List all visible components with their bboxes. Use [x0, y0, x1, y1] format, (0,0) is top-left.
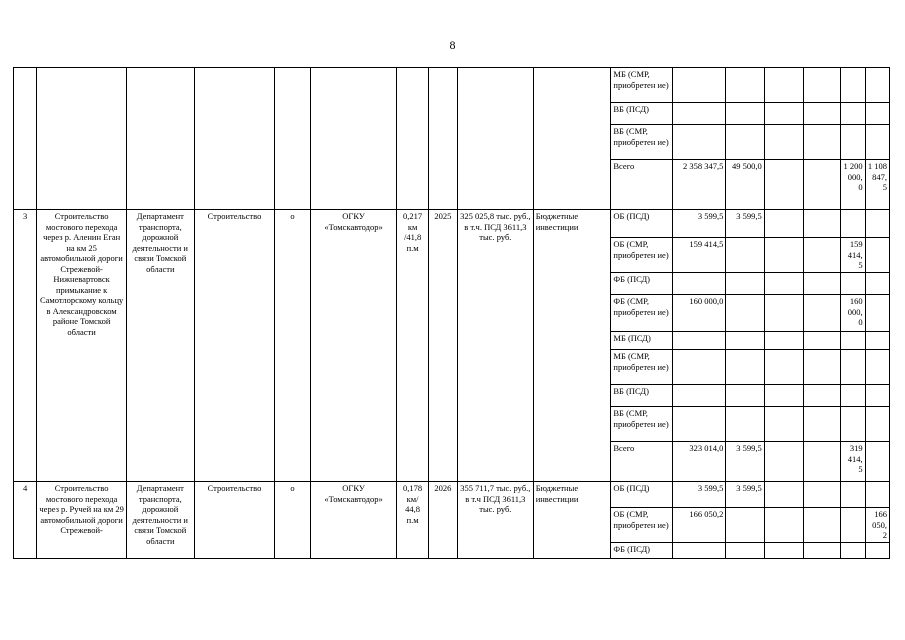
funding-source-cell: МБ (ПСД) [611, 332, 673, 350]
year-amount-cell [764, 160, 803, 210]
year-amount-cell [726, 332, 764, 350]
year-amount-cell [764, 238, 803, 273]
year-amount-cell [764, 543, 803, 559]
year-amount-cell [726, 295, 764, 332]
year-amount-cell [764, 482, 803, 508]
year-amount-cell [764, 385, 803, 407]
year-amount-cell [865, 238, 889, 273]
total-amount-cell: 160 000,0 [672, 295, 725, 332]
total-amount-cell [672, 407, 725, 442]
year-amount-cell: 159 414, 5 [841, 238, 865, 273]
continuation-cell [428, 68, 457, 210]
total-amount-cell: 3 599,5 [672, 210, 725, 238]
year-amount-cell [865, 442, 889, 482]
year-amount-cell: 1 200 000, 0 [841, 160, 865, 210]
executor-cell: ОГКУ «Томскавтодор» [310, 210, 397, 482]
year-amount-cell [865, 407, 889, 442]
year-amount-cell [764, 210, 803, 238]
year-amount-cell [865, 68, 889, 103]
year-amount-cell [841, 125, 865, 160]
year-amount-cell [764, 350, 803, 385]
flag-cell: о [275, 482, 310, 559]
year-amount-cell [804, 160, 841, 210]
year-amount-cell [764, 68, 803, 103]
year-amount-cell [804, 543, 841, 559]
total-amount-cell [672, 543, 725, 559]
year-amount-cell [804, 407, 841, 442]
funding-source-cell: ВБ (ПСД) [611, 103, 673, 125]
funding-source-cell: ОБ (ПСД) [611, 482, 673, 508]
total-amount-cell [672, 103, 725, 125]
year-cell: 2026 [428, 482, 457, 559]
year-amount-cell [841, 210, 865, 238]
total-amount-cell [672, 125, 725, 160]
total-amount-cell [672, 332, 725, 350]
funding-source-cell: МБ (СМР, приобретен ие) [611, 68, 673, 103]
continuation-cell [533, 68, 611, 210]
continuation-cell [310, 68, 397, 210]
object-number-cell: 3 [14, 210, 37, 482]
total-amount-cell [672, 273, 725, 295]
funding-source-cell: ВБ (ПСД) [611, 385, 673, 407]
page-number: 8 [449, 38, 456, 52]
year-amount-cell [764, 407, 803, 442]
funding-source-cell: ОБ (СМР, приобретен ие) [611, 238, 673, 273]
year-amount-cell [841, 508, 865, 543]
funding-source-cell: ВБ (СМР, приобретен ие) [611, 125, 673, 160]
funding-source-cell: ОБ (СМР, приобретен ие) [611, 508, 673, 543]
cost-cell: 325 025,8 тыс. руб., в т.ч. ПСД 3611,3 тыс. руб. [458, 210, 534, 482]
year-amount-cell [804, 210, 841, 238]
year-amount-cell [764, 332, 803, 350]
year-amount-cell [865, 385, 889, 407]
year-amount-cell: 3 599,5 [726, 482, 764, 508]
year-amount-cell [726, 350, 764, 385]
object-name-cell: Строительство мостового перехода через р. Ручей на км 29 автомобильной дороги Стрежевой- [37, 482, 127, 559]
year-amount-cell [804, 442, 841, 482]
continuation-cell [194, 68, 275, 210]
year-amount-cell [726, 238, 764, 273]
year-amount-cell [804, 350, 841, 385]
year-amount-cell: 3 599,5 [726, 442, 764, 482]
total-amount-cell [672, 385, 725, 407]
year-amount-cell [726, 385, 764, 407]
continuation-cell [275, 68, 310, 210]
object-number-cell: 4 [14, 482, 37, 559]
year-amount-cell: 160 000, 0 [841, 295, 865, 332]
total-amount-cell: 159 414,5 [672, 238, 725, 273]
table-row [14, 482, 890, 508]
year-amount-cell [841, 407, 865, 442]
year-amount-cell: 319 414, 5 [841, 442, 865, 482]
investment-table [13, 67, 890, 559]
year-amount-cell [804, 332, 841, 350]
continuation-cell [127, 68, 195, 210]
year-amount-cell [865, 543, 889, 559]
year-amount-cell [841, 103, 865, 125]
customer-cell: Департамент транспорта, дорожной деятельности и связи Томской области [127, 210, 195, 482]
total-amount-cell: 2 358 347,5 [672, 160, 725, 210]
year-amount-cell [841, 273, 865, 295]
year-amount-cell [804, 125, 841, 160]
total-amount-cell: 166 050,2 [672, 508, 725, 543]
funding-source-cell: Всего [611, 442, 673, 482]
year-amount-cell [841, 543, 865, 559]
funding-source-cell: ОБ (ПСД) [611, 210, 673, 238]
year-amount-cell [841, 385, 865, 407]
year-amount-cell [804, 103, 841, 125]
work-type-cell: Строительство [194, 210, 275, 482]
total-amount-cell: 3 599,5 [672, 482, 725, 508]
year-amount-cell [764, 442, 803, 482]
work-type-cell: Строительство [194, 482, 275, 559]
funding-source-cell: ФБ (ПСД) [611, 273, 673, 295]
customer-cell: Департамент транспорта, дорожной деятельности и связи Томской области [127, 482, 195, 559]
year-amount-cell [726, 125, 764, 160]
year-amount-cell [865, 125, 889, 160]
year-amount-cell [726, 508, 764, 543]
funding-source-cell: ВБ (СМР, приобретен ие) [611, 407, 673, 442]
total-amount-cell [672, 350, 725, 385]
year-amount-cell [804, 508, 841, 543]
year-amount-cell [804, 68, 841, 103]
continuation-cell [37, 68, 127, 210]
year-amount-cell [726, 407, 764, 442]
year-amount-cell [726, 68, 764, 103]
year-amount-cell [865, 482, 889, 508]
investment-type-cell: Бюджетные инвестиции [533, 482, 611, 559]
executor-cell: ОГКУ «Томскавтодор» [310, 482, 397, 559]
year-amount-cell: 166 050, 2 [865, 508, 889, 543]
year-amount-cell [764, 295, 803, 332]
year-amount-cell [726, 543, 764, 559]
object-name-cell: Строительство мостового перехода через р. Аленин Еган на км 25 автомобильной дороги Стрежевой-Нижневартовск примыкание к Самотлорскому кольцу в Александровском районе Томской области [37, 210, 127, 482]
funding-source-cell: Всего [611, 160, 673, 210]
capacity-cell: 0,178 км/ 44,8 п.м [397, 482, 428, 559]
year-amount-cell [865, 273, 889, 295]
year-amount-cell [726, 103, 764, 125]
cost-cell: 355 711,7 тыс. руб., в т.ч ПСД 3611,3 тыс. руб. [458, 482, 534, 559]
year-amount-cell [764, 125, 803, 160]
continuation-cell [14, 68, 37, 210]
year-amount-cell [865, 350, 889, 385]
year-amount-cell [726, 273, 764, 295]
year-amount-cell [804, 273, 841, 295]
year-amount-cell [764, 273, 803, 295]
year-amount-cell [865, 103, 889, 125]
year-amount-cell: 1 108 847, 5 [865, 160, 889, 210]
year-amount-cell [865, 295, 889, 332]
year-amount-cell [804, 385, 841, 407]
year-amount-cell [841, 332, 865, 350]
year-amount-cell: 3 599,5 [726, 210, 764, 238]
year-amount-cell [804, 238, 841, 273]
year-cell: 2025 [428, 210, 457, 482]
flag-cell: о [275, 210, 310, 482]
year-amount-cell [804, 295, 841, 332]
funding-source-cell: МБ (СМР, приобретен ие) [611, 350, 673, 385]
year-amount-cell [764, 508, 803, 543]
year-amount-cell [804, 482, 841, 508]
table-row [14, 210, 890, 238]
year-amount-cell [764, 103, 803, 125]
funding-source-cell: ФБ (СМР, приобретен ие) [611, 295, 673, 332]
funding-source-cell: ФБ (ПСД) [611, 543, 673, 559]
investment-type-cell: Бюджетные инвестиции [533, 210, 611, 482]
year-amount-cell [865, 332, 889, 350]
year-amount-cell: 49 500,0 [726, 160, 764, 210]
total-amount-cell [672, 68, 725, 103]
capacity-cell: 0,217 км /41,8 п.м [397, 210, 428, 482]
year-amount-cell [865, 210, 889, 238]
table-row [14, 68, 890, 103]
continuation-cell [397, 68, 428, 210]
year-amount-cell [841, 482, 865, 508]
total-amount-cell: 323 014,0 [672, 442, 725, 482]
year-amount-cell [841, 350, 865, 385]
continuation-cell [458, 68, 534, 210]
year-amount-cell [841, 68, 865, 103]
